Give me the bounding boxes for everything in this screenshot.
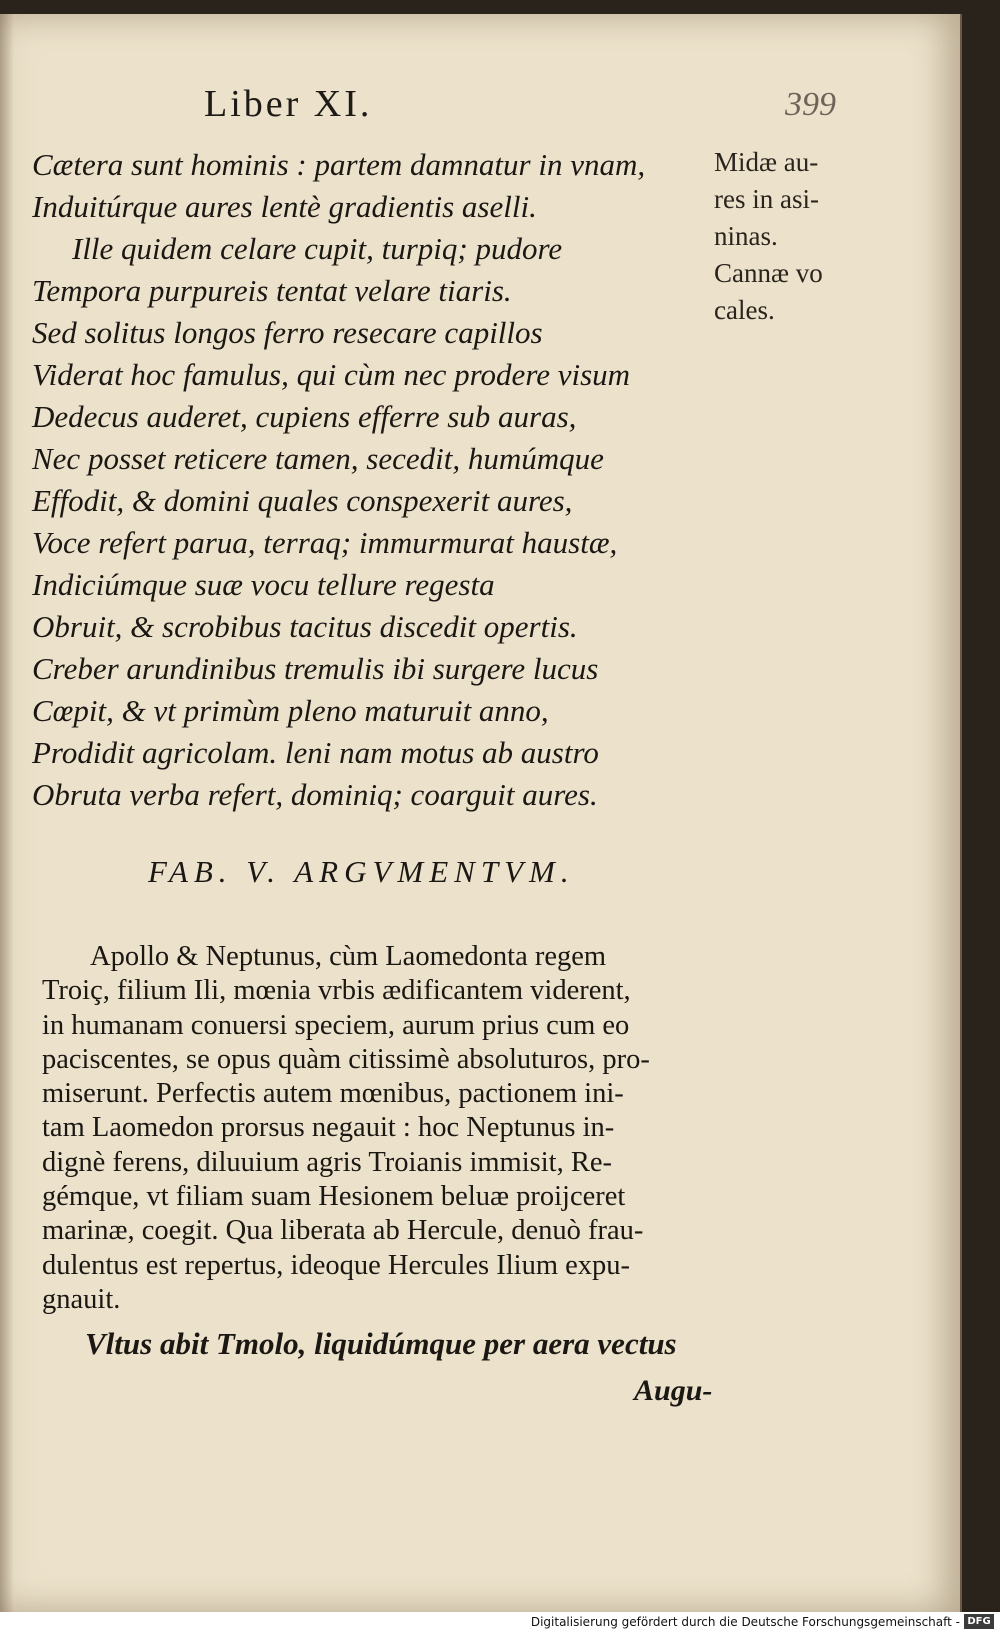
book-page: [0, 14, 962, 1612]
verse-line: Dedecus auderet, cupiens efferre sub auras,: [32, 399, 577, 434]
verse-block: [32, 144, 712, 816]
verse-line: Creber arundinibus tremulis ibi surgere lucus: [32, 651, 599, 686]
argument-line: in humanam conuersi speciem, aurum prius cum eo: [42, 1009, 630, 1041]
verse-line: Indiciúmque suæ vocu tellure regesta: [32, 567, 495, 602]
section-heading: FAB. V. ARGVMENTVM.: [148, 854, 575, 889]
verse-line: Effodit, & domini quales conspexerit aures,: [32, 483, 573, 518]
argument-line: miserunt. Perfectis autem mœnibus, pactionem ini-: [42, 1078, 624, 1110]
verse-line: Sed solitus longos ferro resecare capillos: [32, 315, 543, 350]
verse-line: Cætera sunt hominis : partem damnatur in vnam,: [32, 147, 646, 182]
verse-line: Obruta verba refert, dominiq; coarguit aures.: [32, 777, 598, 812]
verse-line: Induitúrque aures lentè gradientis aselli.: [32, 189, 537, 224]
verse-line: Voce refert parua, terraq; immurmurat haustæ,: [32, 525, 618, 560]
argument-line: Apollo & Neptunus, cùm Laomedonta regem: [90, 941, 607, 972]
argument-line: Troiç, filium Ili, mœnia vrbis ædificantem viderent,: [42, 975, 631, 1007]
verse-start-line: Vltus abit Tmolo, liquidúmque per aera vectus: [85, 1326, 677, 1361]
margin-note-line: res in asi-: [714, 184, 819, 214]
dfg-logo: DFG: [964, 1614, 994, 1629]
digitization-footer: [0, 1612, 1000, 1632]
footer-credit: Digitalisierung gefördert durch die Deutsche Forschungsgemeinschaft -: [530, 1615, 960, 1629]
argument-paragraph: [42, 940, 742, 1317]
margin-note-line: Cannæ vo: [714, 258, 823, 288]
margin-note-line: cales.: [714, 295, 775, 325]
margin-note: [714, 144, 864, 329]
catchword: Augu-: [634, 1374, 713, 1407]
margin-note-line: ninas.: [714, 221, 778, 251]
verse-line: Nec posset reticere tamen, secedit, humúmque: [32, 441, 604, 476]
argument-line: dulentus est repertus, ideoque Hercules Ilium expu-: [42, 1249, 631, 1281]
argument-line: marinæ, coegit. Qua liberata ab Hercule, denuò frau-: [42, 1215, 644, 1247]
verse-line: Viderat hoc famulus, qui cùm nec prodere visum: [32, 357, 631, 392]
argument-line: paciscentes, se opus quàm citissimè absoluturos, pro-: [42, 1043, 650, 1075]
verse-line: Tempora purpureis tentat velare tiaris.: [32, 273, 512, 308]
verse-line: Obruit, & scrobibus tacitus discedit opertis.: [32, 609, 578, 644]
running-head: Liber XI.: [204, 83, 373, 125]
verse-line: Ille quidem celare cupit, turpiq; pudore: [72, 231, 563, 266]
argument-line: dignè ferens, diluuium agris Troianis immisit, Re-: [42, 1146, 612, 1178]
argument-line: tam Laomedon prorsus negauit : hoc Neptunus in-: [42, 1112, 615, 1144]
page-number: 399: [785, 86, 836, 123]
verse-line: Prodidit agricolam. leni nam motus ab austro: [32, 735, 599, 770]
margin-note-line: Midæ au-: [714, 147, 819, 177]
argument-line: gnauit.: [42, 1283, 121, 1315]
argument-line: gémque, vt filiam suam Hesionem beluæ proijceret: [42, 1181, 626, 1213]
verse-line: Cœpit, & vt primùm pleno maturuit anno,: [32, 693, 549, 728]
